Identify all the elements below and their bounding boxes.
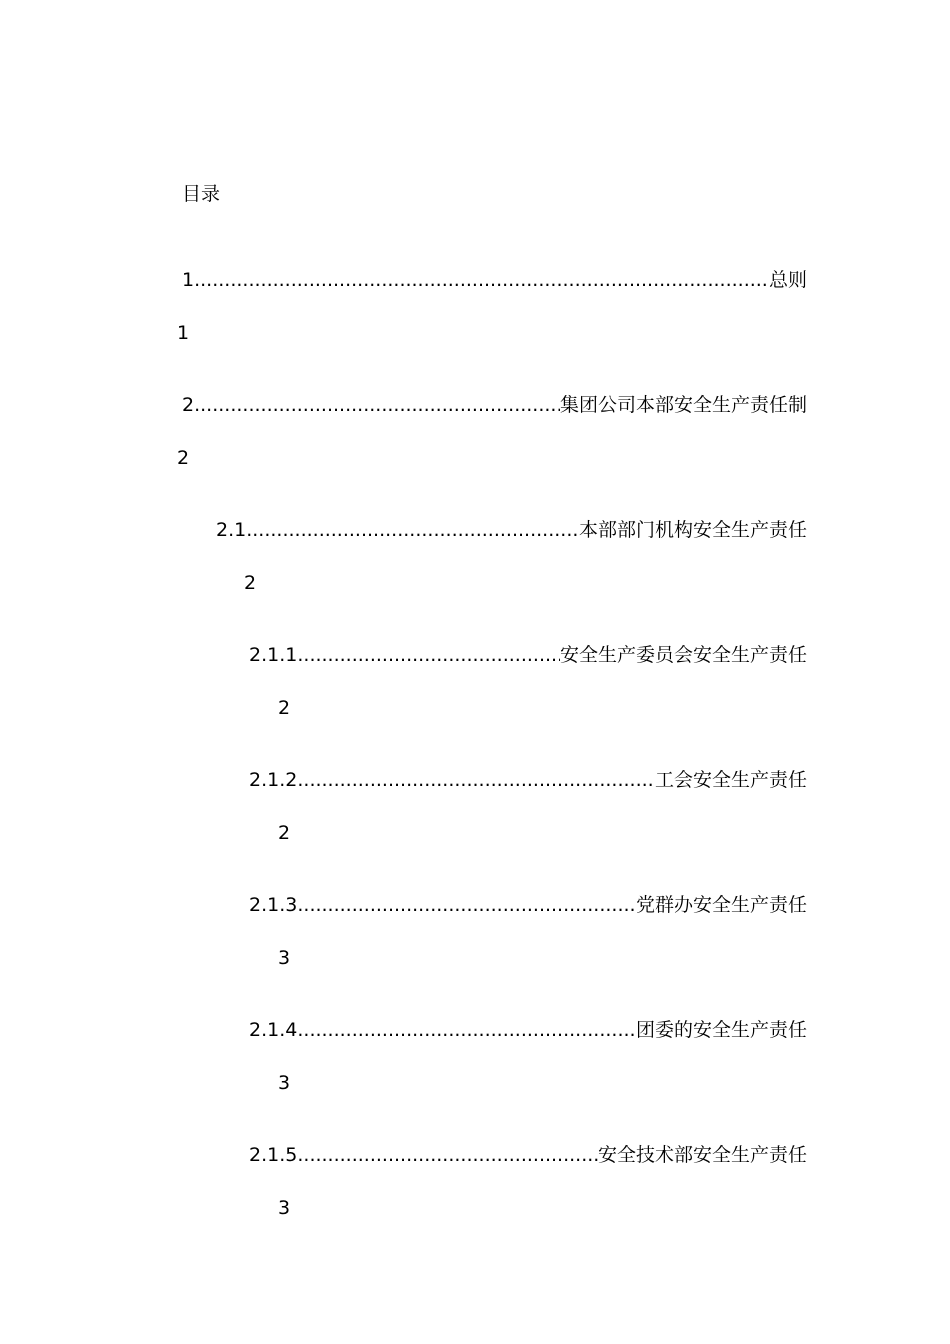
toc-heading: 目录 [182,183,221,205]
toc-page-number: 3 [278,1072,291,1094]
toc-entry-2-1-5[interactable] [249,1143,807,1167]
toc-entry-number: 2.1.3 [249,894,298,916]
toc-page-number: 3 [278,947,291,969]
toc-page-number: 1 [177,322,190,344]
toc-entry-2-1[interactable] [216,518,807,542]
toc-entry-title: 安全生产委员会安全生产责任 [559,644,807,666]
dot-leader [297,1143,598,1167]
toc-page-number: 2 [278,697,291,719]
toc-page-number: 2 [278,822,291,844]
toc-entry-2[interactable] [182,393,807,417]
toc-entry-number: 2.1.2 [249,769,298,791]
toc-entry-number: 1 [182,269,195,291]
toc-entry-number: 2.1.4 [249,1019,298,1041]
toc-page-number: 3 [278,1197,291,1219]
toc-entry-1[interactable] [182,268,807,292]
toc-entry-title: 工会安全生产责任 [654,769,807,791]
toc-entry-title: 党群办安全生产责任 [635,894,807,916]
dot-leader [297,643,560,667]
dot-leader [194,393,560,417]
dot-leader [297,768,655,792]
toc-entry-title: 总则 [768,269,807,291]
toc-entry-title: 安全技术部安全生产责任 [597,1144,807,1166]
toc-entry-2-1-3[interactable] [249,893,807,917]
dot-leader [297,893,636,917]
dot-leader [297,1018,636,1042]
toc-entry-title: 团委的安全生产责任 [635,1019,807,1041]
toc-page-number: 2 [244,572,257,594]
toc-entry-number: 2.1 [216,519,247,541]
toc-entry-number: 2.1.1 [249,644,298,666]
toc-entry-2-1-2[interactable] [249,768,807,792]
toc-entry-title: 本部部门机构安全生产责任 [578,519,807,541]
toc-entry-title: 集团公司本部安全生产责任制 [559,394,807,416]
dot-leader [194,268,769,292]
toc-entry-number: 2 [182,394,195,416]
toc-entry-number: 2.1.5 [249,1144,298,1166]
toc-entry-2-1-1[interactable] [249,643,807,667]
toc-entry-2-1-4[interactable] [249,1018,807,1042]
dot-leader [246,518,579,542]
toc-page-number: 2 [177,447,190,469]
